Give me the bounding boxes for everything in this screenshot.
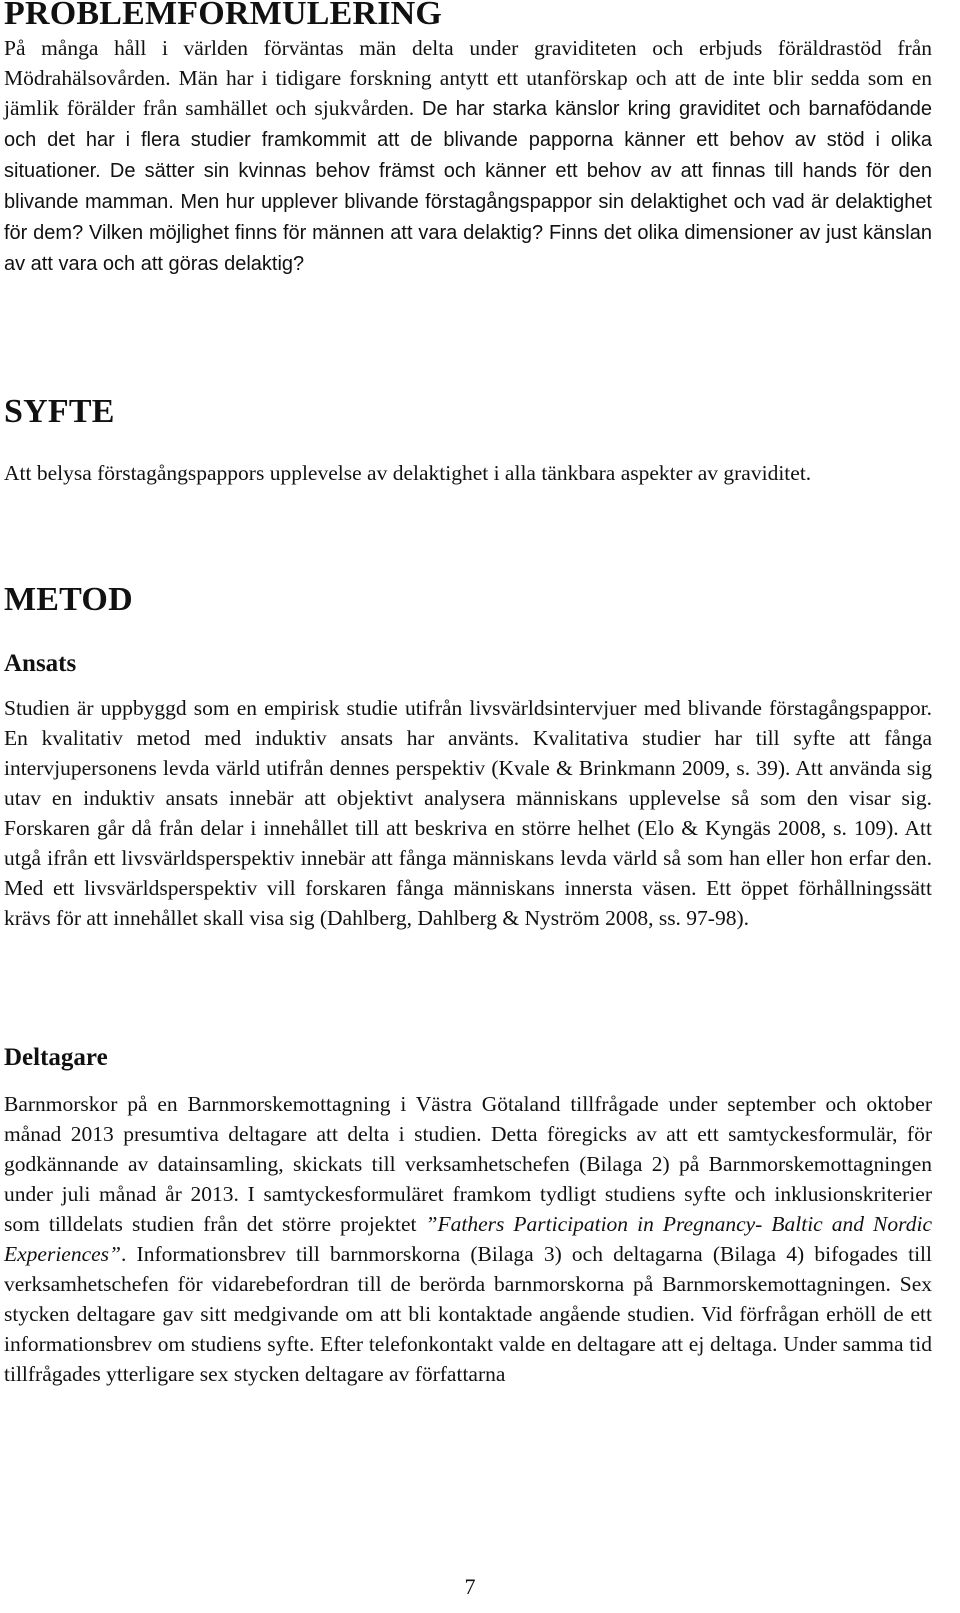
page-number: 7 (464, 1574, 476, 1599)
paragraph-deltagare (4, 1089, 932, 1389)
problem-sentence-3: De har starka känslor kring graviditet och barnafödande och det har i flera studier framkommit att de blivande papporna känner ett behov av stöd i olika situationer. (4, 98, 933, 182)
heading-deltagare: Deltagare (4, 1044, 108, 1071)
heading-problemformulering: PROBLEMFORMULERING (4, 0, 443, 32)
heading-ansats: Ansats (4, 650, 77, 677)
project-title: ”Fathers Participation in Pregnancy- Baltic and Nordic Experiences” (4, 1212, 932, 1266)
problem-sentence-2: Män har i tidigare forskning antytt ett utanförskap och att de inte blir sedda som en jämlik förälder från samhället och sjukvården. (4, 66, 932, 120)
paragraph-ansats: Studien är uppbyggd som en empirisk studie utifrån livsvärldsintervjuer med blivande förstagångspappor. En kvalitativ metod med induktiv ansats har använts. Kvalitativa studier har till syfte att fånga intervjupersonens levda värld utifrån dennes perspektiv (Kvale & Brinkmann 2009, s. 39). Att använda sig utav en induktiv ansats innebär att objektivt analysera människans upplevelse så som den visar sig. Forskaren går då från delar i innehållet till att beskriva en större helhet (Elo & Kyngäs 2008, s. 109). Att utgå ifrån ett livsvärldsperspektiv innebär att fånga människans levda värld så som han eller hon erfar den. Med ett livsvärldsperspektiv vill forskaren fånga människans innersta väsen. Ett öppet förhållningssätt krävs för att innehållet skall visa sig (Dahlberg, Dahlberg & Nyström 2008, ss. 97-98). (4, 696, 932, 930)
deltagare-text-before: Barnmorskor på en Barnmorskemottagning i Västra Götaland tillfrågade under september och oktober månad 2013 presumtiva deltagare att delta i studien. Detta föregicks av att ett samtyckesformulär, för godkännande av datainsamling, skickats till verksamhetschefen (Bilaga 2) på Barnmorskemottagningen under juli månad år 2013. I samtyckesformuläret framkom tydligt studiens syfte och inklusionskriterier som tilldelats studien från det större projektet (4, 1092, 932, 1236)
heading-metod: METOD (4, 581, 133, 618)
paragraph-problemformulering (4, 33, 932, 279)
heading-syfte: SYFTE (4, 393, 115, 430)
paragraph-syfte: Att belysa förstagångspappors upplevelse av delaktighet i alla tänkbara aspekter av graviditet. (4, 461, 812, 485)
deltagare-text-after: . Informationsbrev till barnmorskorna (Bilaga 3) och deltagarna (Bilaga 4) bifogades till verksamhetschefen för vidarebefordran till de berörda barnmorskorna på Barnmorskemottagningen. Sex stycken deltagare gav sitt medgivande om att bli kontaktade angående studien. Vid förfrågan erhöll de ett informationsbrev om studiens syfte. Efter telefonkontakt valde en deltagare att ej deltaga. Under samma tid tillfrågades ytterligare sex stycken deltagare av författarna (4, 1242, 932, 1386)
problem-sentence-4: De sätter sin kvinnas behov främst och känner ett behov av att finnas till hands för den blivande mamman. Men hur upplever blivande förstagångspappor sin delaktighet och vad är delaktighet för dem? Vilken möjlighet finns för männen att vara delaktig? Finns det olika dimensioner av just känslan av att vara och att göras delaktig? (4, 160, 932, 275)
problem-sentence-1: På många håll i världen förväntas män delta under graviditeten och erbjuds föräldrastöd från Mödrahälsovården. (4, 36, 932, 90)
